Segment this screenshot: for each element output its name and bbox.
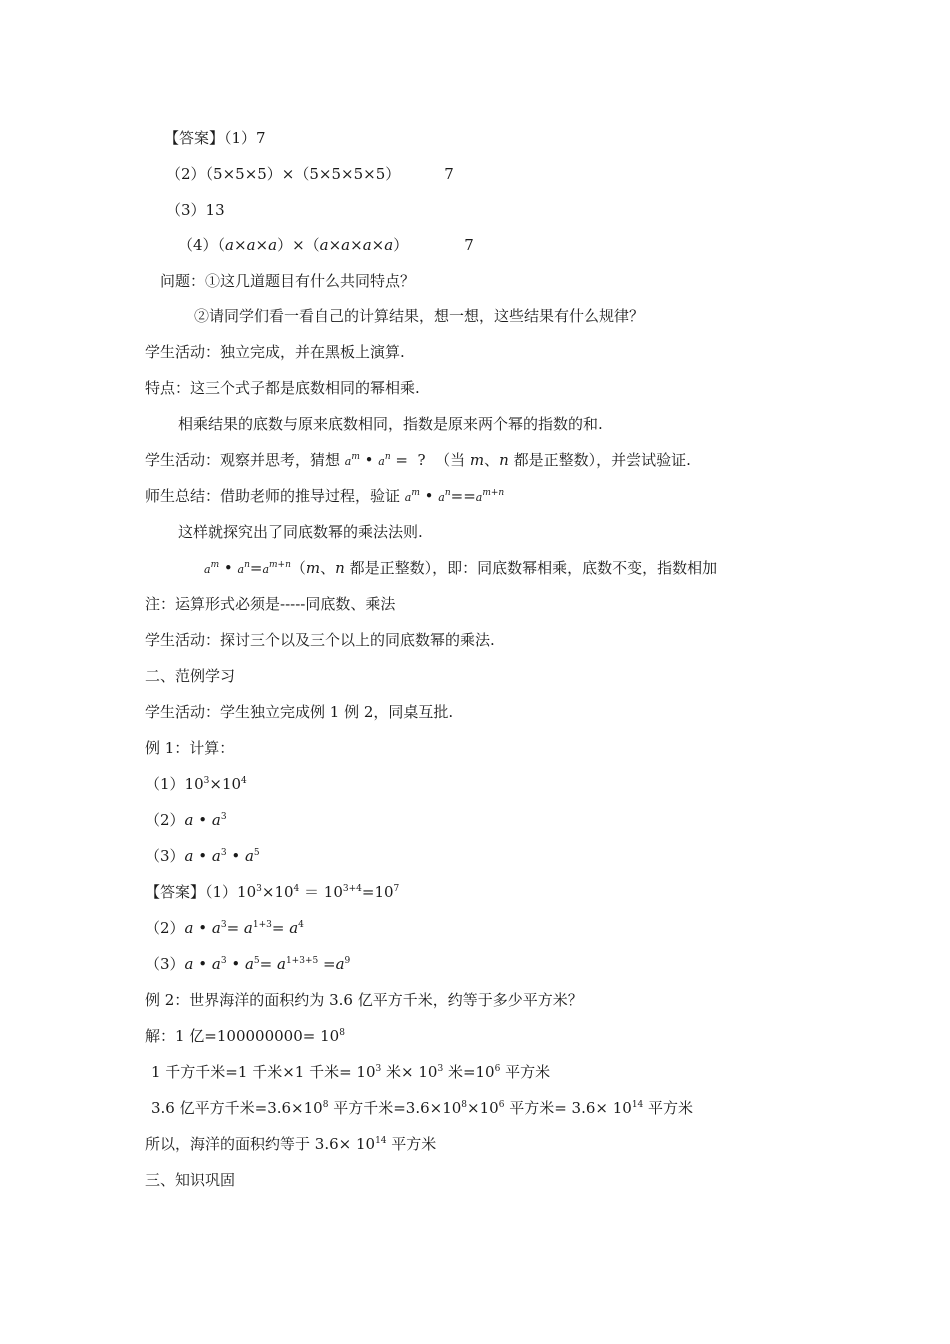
variable: m: [469, 451, 485, 469]
example-1-answer-1: [145, 882, 399, 902]
variable: a: [319, 236, 329, 254]
variable: a: [237, 563, 245, 576]
exponent: 7: [393, 884, 400, 894]
question-2: [194, 306, 644, 326]
text: ==: [450, 487, 476, 505]
student-activity-4: [145, 702, 453, 722]
exponent: 9: [344, 956, 351, 966]
exponent: 4: [241, 776, 247, 786]
text: 、: [484, 451, 500, 469]
example-1-answer-3: [145, 954, 350, 974]
text: 平方米= 3.6× 10: [504, 1099, 632, 1117]
variable: a: [211, 811, 221, 829]
text: ＝ 10: [299, 883, 343, 901]
text: 、: [320, 559, 336, 577]
exponent: 6: [494, 1064, 501, 1074]
exponent: n: [244, 560, 250, 570]
exponent: 3: [220, 848, 227, 858]
example-2-solution-2: [151, 1062, 550, 1082]
text: 例 2：世界海洋的面积约为 3.6 亿平方千米，约等于多少平方米？: [145, 991, 583, 1009]
exponent: 3: [220, 812, 227, 822]
text: •: [219, 559, 238, 577]
text: 注：运算形式必须是-----同底数、乘法: [145, 595, 396, 613]
text: 学生活动：独立完成，并在黑板上演算.: [145, 343, 405, 361]
exponent: 3: [437, 1064, 444, 1074]
exponent: 3: [203, 776, 210, 786]
exponent: 5: [253, 956, 260, 966]
exponent: m: [351, 452, 360, 462]
variable: a: [438, 491, 445, 504]
text: •: [193, 919, 212, 937]
text: ②请同学们看一看自己的计算结果，想一想，这些结果有什么规律？: [194, 307, 645, 325]
text: ×10: [209, 775, 242, 793]
text: （2）: [145, 919, 185, 937]
variable: a: [243, 919, 253, 937]
text: ×: [328, 236, 342, 254]
exponent: 3: [375, 1064, 382, 1074]
text: 平方米: [643, 1099, 694, 1117]
text: 平方千米=3.6×10: [328, 1099, 462, 1117]
text: 平方米: [386, 1135, 437, 1153]
example-1-item-3: [145, 846, 260, 866]
exponent: 3+4: [342, 884, 362, 894]
exponent: 8: [461, 1100, 468, 1110]
variable: a: [362, 236, 372, 254]
variable: a: [244, 847, 254, 865]
text: 例 1：计算：: [145, 739, 235, 757]
variable: a: [184, 955, 194, 973]
variable: a: [268, 236, 278, 254]
text: 都是正整数），并尝试验证.: [508, 451, 691, 469]
exponent: 5: [253, 848, 260, 858]
text: ×10: [467, 1099, 499, 1117]
multiplication-rule: [204, 558, 717, 580]
variable: a: [335, 955, 345, 973]
text: •: [226, 955, 245, 973]
answer-line-3: [166, 200, 225, 220]
result: 7: [464, 236, 474, 254]
feature-explain: [178, 414, 603, 434]
text: 二、范例学习: [145, 667, 236, 685]
text: ×: [350, 236, 363, 254]
variable: a: [225, 236, 234, 254]
text: •: [193, 955, 212, 973]
text: •: [419, 487, 439, 505]
example-1-heading: [145, 738, 234, 758]
variable: a: [184, 811, 194, 829]
exponent: 3: [220, 920, 227, 930]
text: •: [359, 451, 379, 469]
text: = ? （当: [390, 451, 470, 469]
text: 1 千方千米=1 千米×1 千米= 10: [151, 1063, 376, 1081]
answer-line-2: [166, 164, 454, 184]
text: =: [271, 919, 290, 937]
result: 7: [444, 165, 454, 183]
student-activity-1: [145, 342, 405, 362]
variable: n: [499, 451, 509, 469]
variable: a: [344, 455, 352, 468]
text: ×: [371, 236, 385, 254]
exponent: 8: [339, 1028, 345, 1038]
text: =: [249, 559, 263, 577]
variable: m: [305, 559, 321, 577]
summary-line: [145, 486, 504, 508]
variable: a: [262, 563, 269, 576]
text: 相乘结果的底数与原来底数相同，指数是原来两个幂的指数的和.: [178, 415, 603, 433]
text: 解：1 亿=100000000= 10: [145, 1027, 340, 1045]
example-2-solution-1: [145, 1026, 345, 1046]
answer-heading-1: [164, 128, 266, 148]
text: ×: [255, 236, 269, 254]
text: 特点：这三个式子都是底数相同的幂相乘.: [145, 379, 420, 397]
variable: a: [384, 236, 394, 254]
text: 米× 10: [381, 1063, 438, 1081]
exponent: m: [210, 560, 220, 570]
text: （2）: [145, 811, 185, 829]
section-heading-2: [145, 666, 235, 686]
text: 3.6 亿平方千米=3.6×10: [151, 1099, 323, 1117]
variable: a: [244, 955, 254, 973]
example-1-answer-2: [145, 918, 304, 938]
exponent: 1+3+5: [285, 956, 319, 966]
text: 学生活动：学生独立完成例 1 例 2，同桌互批.: [145, 703, 454, 721]
exponent: 14: [631, 1100, 644, 1110]
text: ×10: [261, 883, 294, 901]
exponent: n: [384, 452, 391, 462]
exponent: 3: [220, 956, 227, 966]
text: =10: [361, 883, 394, 901]
text: 这样就探究出了同底数幂的乘法法则.: [178, 523, 423, 541]
text: 学生活动：观察并思考，猜想: [145, 451, 345, 469]
example-2-solution-3: [151, 1098, 693, 1118]
text: •: [193, 847, 212, 865]
variable: a: [378, 455, 385, 468]
variable: a: [289, 919, 299, 937]
variable: a: [404, 491, 412, 504]
text: 【答案】（1）7: [164, 129, 266, 147]
text: （3）13: [166, 201, 225, 219]
variable: n: [335, 559, 345, 577]
exponent: 4: [298, 920, 304, 930]
variable: a: [211, 955, 221, 973]
example-1-item-2: [145, 810, 227, 830]
example-2-conclusion: [145, 1134, 436, 1154]
variable: a: [341, 236, 351, 254]
question-1: [160, 271, 415, 291]
exponent: 3: [256, 884, 262, 894]
answer-line-4: [178, 235, 474, 255]
exponent: m+n: [482, 488, 505, 498]
note-line: [145, 594, 395, 614]
text: 师生总结：借助老师的推导过程，验证: [145, 487, 405, 505]
example-1-item-1: [145, 774, 247, 794]
text: 所以，海洋的面积约等于 3.6× 10: [145, 1135, 376, 1153]
text: =: [318, 955, 336, 973]
exponent: 1+3: [252, 920, 272, 930]
text: （4）（: [178, 236, 226, 254]
text: 学生活动：探讨三个以及三个以上的同底数幂的乘法.: [145, 631, 495, 649]
variable: a: [184, 919, 194, 937]
section-heading-3: [145, 1170, 235, 1190]
student-activity-3: [145, 630, 495, 650]
exponent: 8: [322, 1100, 329, 1110]
exponent: 4: [293, 884, 300, 894]
text: （1）10: [145, 775, 204, 793]
variable: a: [184, 847, 194, 865]
student-activity-2: [145, 450, 691, 472]
text: •: [226, 847, 245, 865]
text: ）: [393, 236, 409, 254]
variable: a: [204, 563, 211, 576]
exponent: m+n: [269, 560, 291, 570]
text: 都是正整数），即：同底数幂相乘，底数不变，指数相加: [344, 559, 718, 577]
rule-intro: [178, 522, 423, 542]
text: 问题：①这几道题目有什么共同特点？: [160, 272, 416, 290]
exponent: 14: [375, 1136, 387, 1146]
example-2-question: [145, 990, 583, 1010]
text: 【答案】（1）10: [145, 883, 257, 901]
exponent: m: [411, 488, 420, 498]
feature-line: [145, 378, 420, 398]
text: ）×（: [277, 236, 320, 254]
variable: a: [475, 491, 483, 504]
variable: a: [246, 236, 256, 254]
text: （: [290, 559, 306, 577]
variable: a: [277, 955, 286, 973]
text: =: [259, 955, 277, 973]
variable: a: [211, 919, 221, 937]
text: ×: [234, 236, 247, 254]
text: （2）（5×5×5）×（5×5×5×5）: [166, 165, 401, 183]
text: （3）: [145, 955, 185, 973]
text: 三、知识巩固: [145, 1171, 236, 1189]
text: （3）: [145, 847, 185, 865]
text: =: [226, 919, 244, 937]
text: 平方米: [500, 1063, 551, 1081]
exponent: n: [444, 488, 451, 498]
exponent: 6: [498, 1100, 505, 1110]
text: 米=10: [443, 1063, 495, 1081]
text: •: [193, 811, 212, 829]
variable: a: [211, 847, 221, 865]
